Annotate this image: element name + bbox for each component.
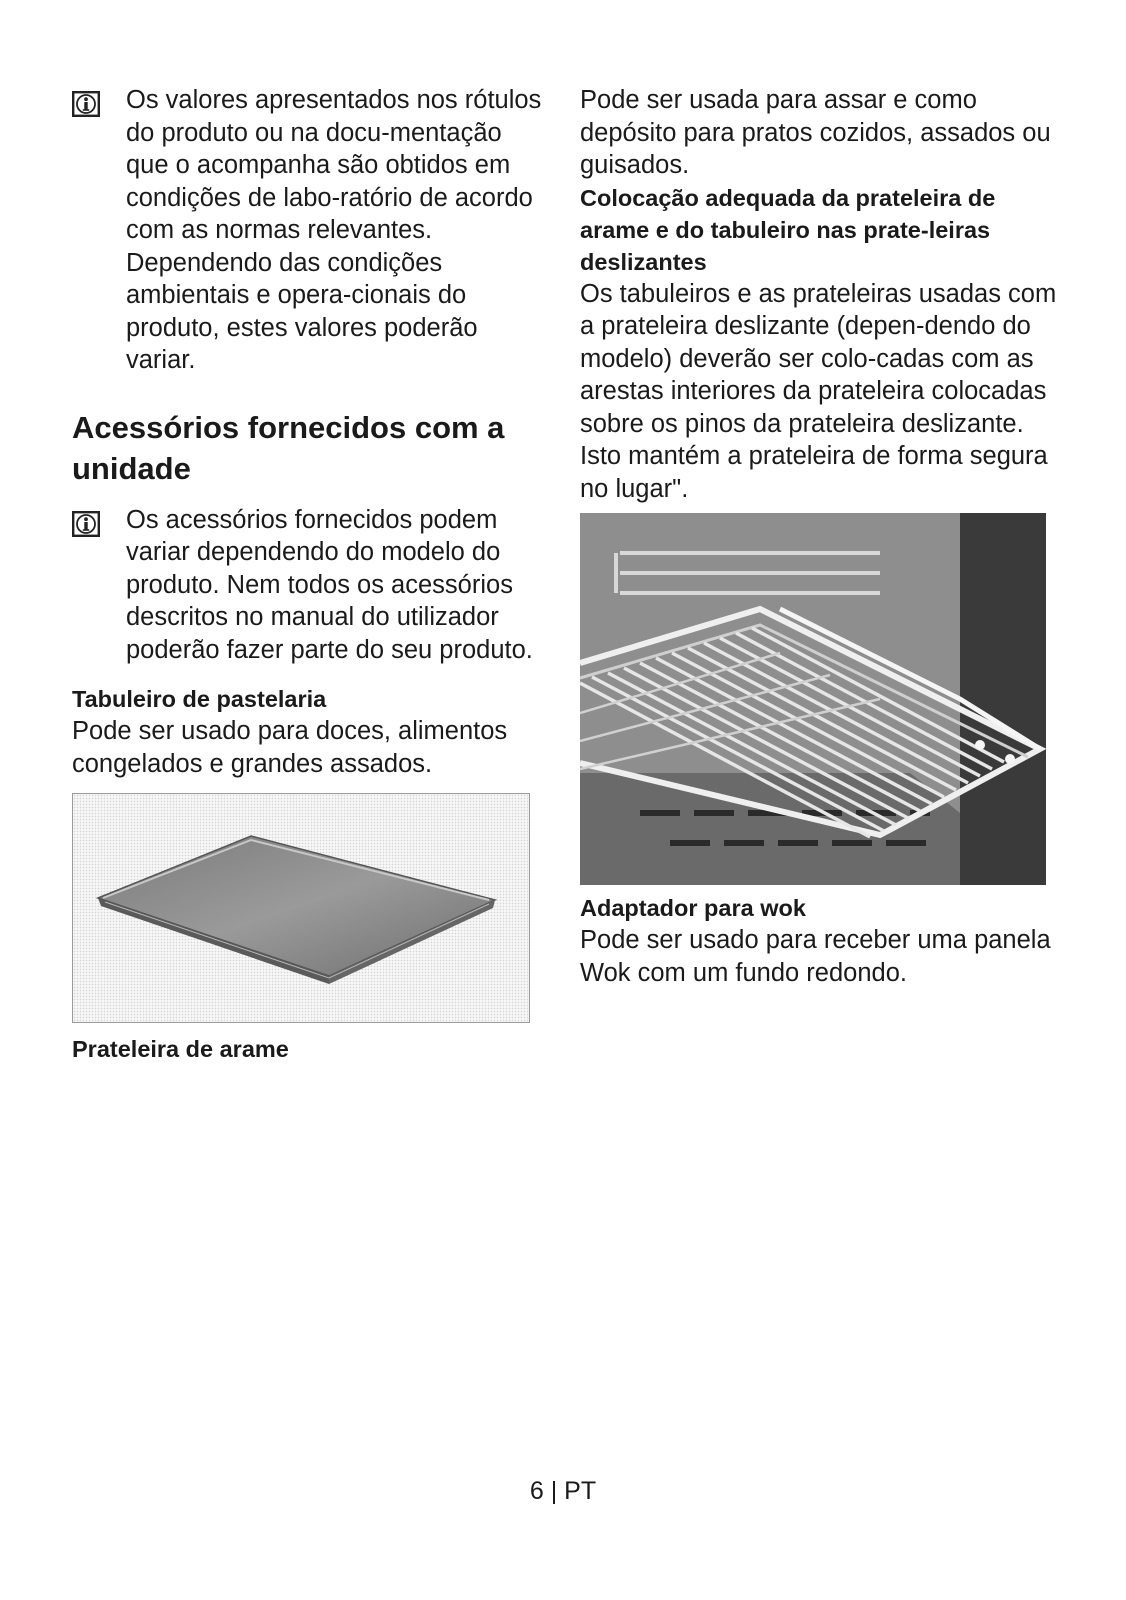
rack-heading: Prateleira de arame (72, 1036, 289, 1062)
baking-tray-illustration (73, 794, 529, 1022)
info-icon (72, 91, 100, 117)
right-column (580, 84, 1060, 989)
left-column (72, 84, 542, 1065)
placement-heading: Colocação adequada da prateleira de arame e do tabuleiro nas prate-leiras deslizantes (580, 184, 996, 275)
info-note-accessories (72, 504, 542, 667)
wire-rack-illustration (580, 513, 1046, 885)
tray-description: Pode ser usado para doces, alimentos congelados e grandes assados. (72, 717, 508, 778)
placement-description: Os tabuleiros e as prateleiras usadas com a prateleira deslizante (depen-dendo do modelo) deverão ser colo-cadas com as arestas interiores da prateleira colocadas sobre os pinos da prateleira deslizante. Isto mantém a prateleira de forma segura no lugar". (580, 279, 1057, 503)
info-icon (72, 511, 100, 537)
language-code: PT (564, 1477, 597, 1505)
wire-rack-oven-image (580, 513, 1046, 885)
tray-heading: Tabuleiro de pastelaria (72, 686, 327, 712)
wok-heading: Adaptador para wok (580, 895, 806, 921)
page-footer (0, 1475, 1126, 1507)
info-note-values (72, 84, 542, 377)
footer-separator: | (550, 1477, 558, 1505)
baking-tray-image (72, 793, 530, 1023)
note-values-text: Os valores apresentados nos rótulos do produto ou na docu-mentação que o acompanha são obtidos em condições de labo-ratório de acordo com as normas relevantes. Dependendo das condições ambientais e opera-cionais do produto, estes valores poderão variar. (126, 86, 542, 374)
section-title: Acessórios fornecidos com a unidade (72, 409, 505, 486)
note-accessories-text: Os acessórios fornecidos podem variar dependendo do modelo do produto. Nem todos os acessórios descritos no manual do utilizador poderão fazer parte do seu produto. (126, 505, 533, 664)
page-number: 6 (529, 1477, 544, 1505)
wok-description: Pode ser usado para receber uma panela Wok com um fundo redondo. (580, 926, 1051, 987)
rack-description: Pode ser usada para assar e como depósito para pratos cozidos, assados ou guisados. (580, 86, 1051, 179)
